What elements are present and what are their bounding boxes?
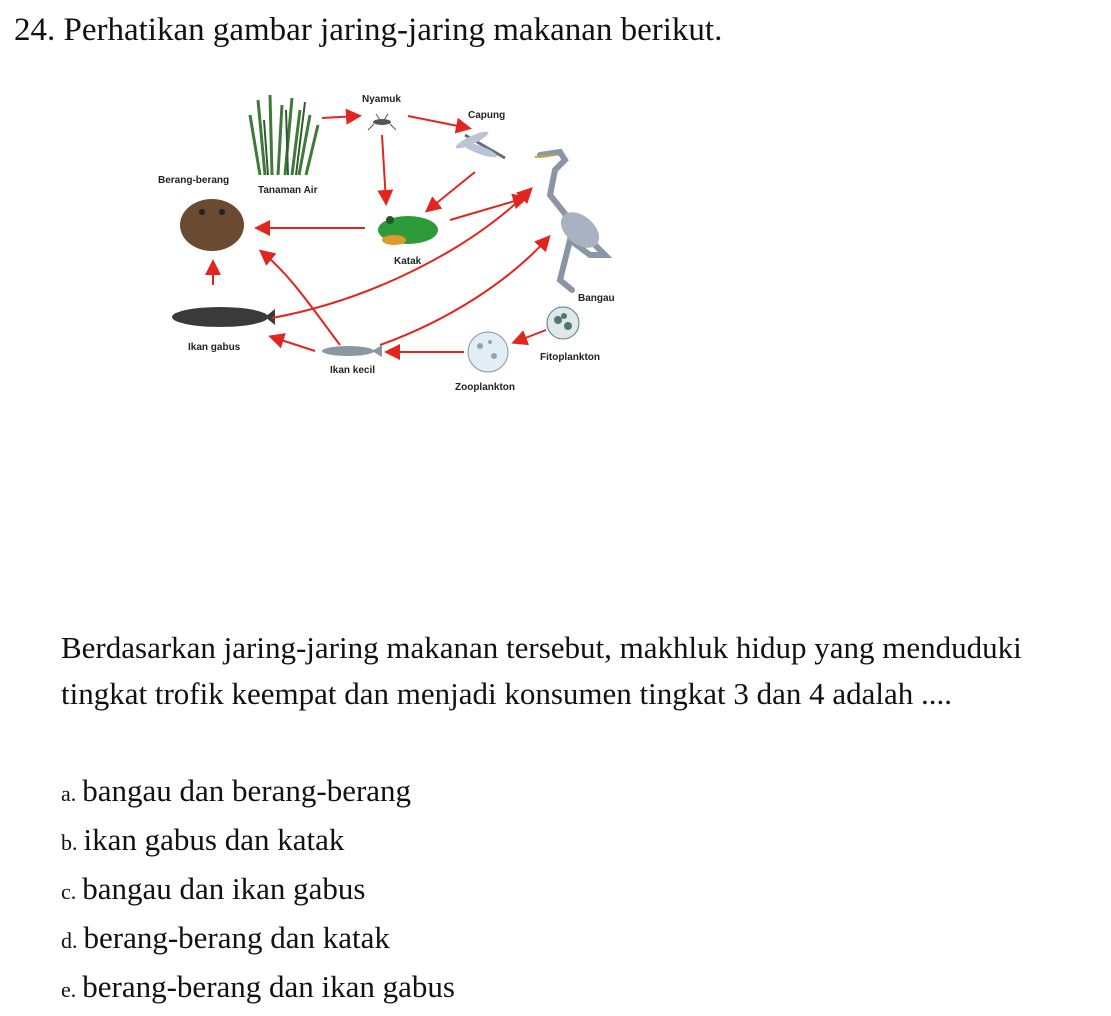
label-nyamuk: Nyamuk <box>362 94 401 105</box>
option-text: berang-berang dan ikan gabus <box>82 969 455 1004</box>
label-ikan-gabus: Ikan gabus <box>188 342 241 353</box>
frog-icon <box>378 216 438 245</box>
question-stem: Berdasarkan jaring-jaring makanan tersebut, makhluk hidup yang menduduki tingkat trofik keempat dan menjadi konsumen tingkat 3 dan 4 adalah .... <box>61 630 1022 711</box>
label-capung: Capung <box>468 110 506 121</box>
option-text: bangau dan ikan gabus <box>82 871 366 906</box>
question-number: 24. <box>14 12 56 48</box>
label-fitoplankton: Fitoplankton <box>540 352 600 363</box>
label-katak: Katak <box>394 256 422 267</box>
phytoplankton-icon <box>547 307 579 339</box>
question-instruction: Perhatikan gambar jaring-jaring makanan berikut. <box>63 12 723 48</box>
option-letter: a. <box>61 781 77 806</box>
snakehead-fish-icon <box>172 307 275 327</box>
option-text: ikan gabus dan katak <box>83 822 345 857</box>
beaver-icon <box>180 199 244 251</box>
option-text: berang-berang dan katak <box>83 920 390 955</box>
label-bangau: Bangau <box>578 293 615 304</box>
question-title <box>14 12 722 49</box>
heron-icon <box>535 152 606 290</box>
dragonfly-icon <box>454 129 505 160</box>
food-web-svg <box>150 80 650 410</box>
option-letter: b. <box>61 830 78 855</box>
zooplankton-icon <box>468 332 508 372</box>
label-zooplankton: Zooplankton <box>455 382 515 393</box>
option-b[interactable] <box>61 817 455 866</box>
mosquito-icon <box>368 114 396 130</box>
option-e[interactable] <box>61 964 455 1013</box>
option-letter: c. <box>61 879 77 904</box>
label-ikan-kecil: Ikan kecil <box>330 365 376 376</box>
small-fish-icon <box>322 345 382 357</box>
label-tanaman-air: Tanaman Air <box>258 185 318 196</box>
label-berang-berang: Berang-berang <box>158 175 230 186</box>
option-letter: e. <box>61 977 77 1002</box>
answer-options <box>61 768 455 1013</box>
option-d[interactable] <box>61 915 455 964</box>
option-letter: d. <box>61 928 78 953</box>
option-text: bangau dan berang-berang <box>82 773 412 808</box>
food-web-diagram <box>150 80 650 410</box>
option-a[interactable] <box>61 768 455 817</box>
water-plant-icon <box>250 95 318 175</box>
option-c[interactable] <box>61 866 455 915</box>
